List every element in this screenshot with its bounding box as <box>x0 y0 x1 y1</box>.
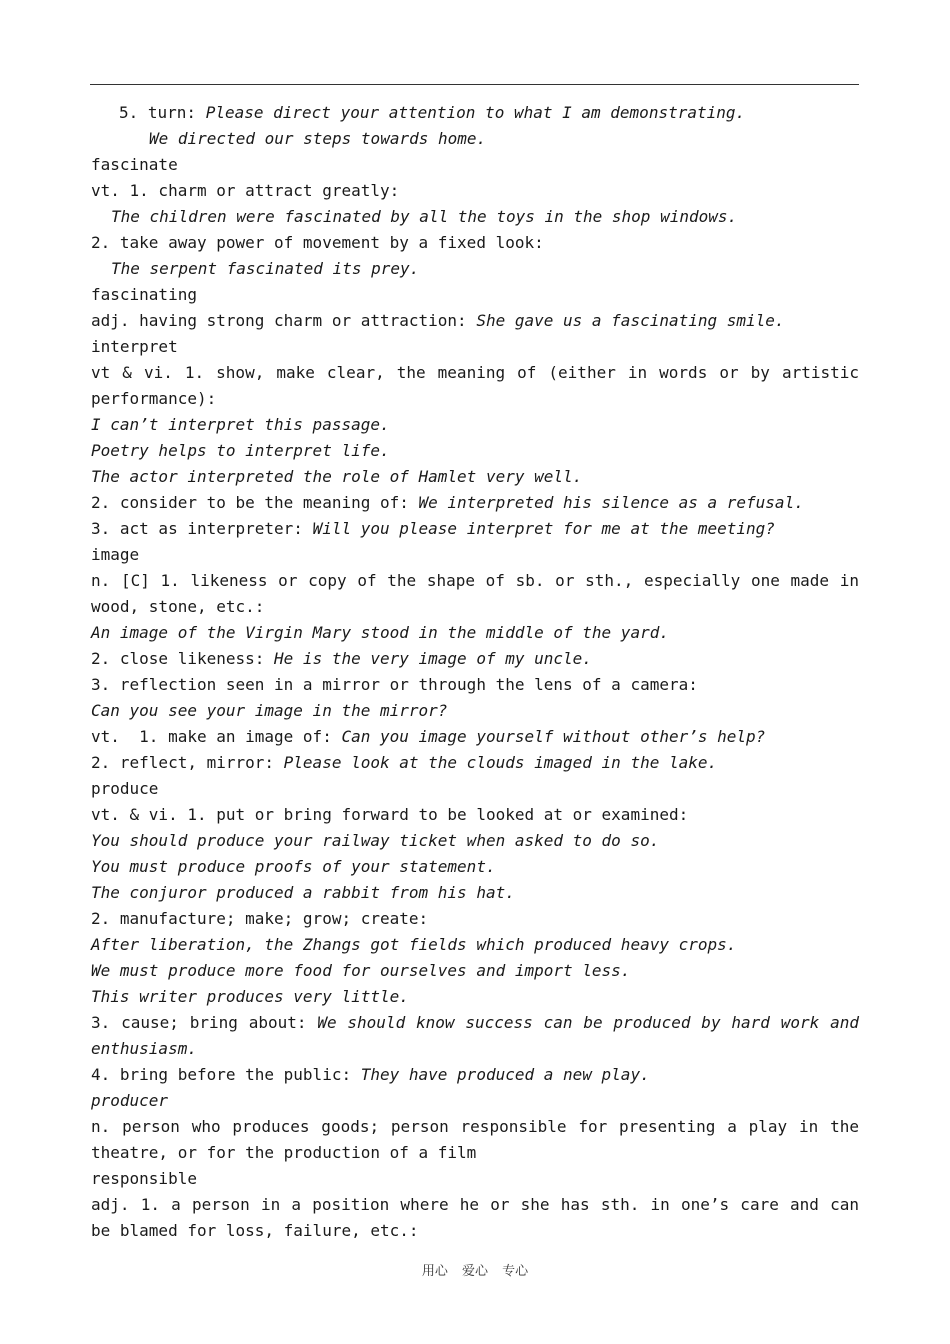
text-line: theatre, or for the production of a film <box>91 1143 477 1162</box>
text-line: wood, stone, etc.: <box>91 597 265 616</box>
text-line: 2. consider to be the meaning of: We interpreted his silence as a refusal. <box>91 493 804 512</box>
example-line: Can you see your image in the mirror? <box>91 701 448 720</box>
text-line: 3. cause; bring about: We should know success can be produced by hard work and <box>91 1013 859 1032</box>
example-line: I can’t interpret this passage. <box>91 415 390 434</box>
text-line: performance): <box>91 389 217 408</box>
headword: producer <box>91 1091 169 1110</box>
example-line: An image of the Virgin Mary stood in the middle of the yard. <box>91 623 669 642</box>
headword: fascinate <box>91 155 178 174</box>
example-line: Poetry helps to interpret life. <box>91 441 390 460</box>
text-line: 2. take away power of movement by a fixed look: <box>91 233 544 252</box>
text-line: 2. manufacture; make; grow; create: <box>91 909 429 928</box>
example-line: The serpent fascinated its prey. <box>111 259 420 278</box>
example-line: enthusiasm. <box>91 1039 197 1058</box>
example-line: You should produce your railway ticket when asked to do so. <box>91 831 660 850</box>
example-line: You must produce proofs of your statement. <box>91 857 496 876</box>
text-line: 5. turn: Please direct your attention to what I am demonstrating. <box>119 103 746 122</box>
headword: produce <box>91 779 159 798</box>
page-footer: 用心 爱心 专心 <box>421 1264 529 1279</box>
example-line: We must produce more food for ourselves and import less. <box>91 961 631 980</box>
example-line: After liberation, the Zhangs got fields which produced heavy crops. <box>91 935 737 954</box>
example-line: This writer produces very little. <box>91 987 409 1006</box>
headword: fascinating <box>91 285 197 304</box>
text-line: vt. 1. charm or attract greatly: <box>91 181 400 200</box>
example-line: The children were fascinated by all the toys in the shop windows. <box>111 207 738 226</box>
text-line: vt. & vi. 1. put or bring forward to be looked at or examined: <box>91 805 689 824</box>
text-line: 4. bring before the public: They have produced a new play. <box>91 1065 650 1084</box>
text-line: 2. reflect, mirror: Please look at the clouds imaged in the lake. <box>91 753 718 772</box>
text-line: vt. 1. make an image of: Can you image yourself without other’s help? <box>91 727 766 746</box>
example-line: The actor interpreted the role of Hamlet very well. <box>91 467 583 486</box>
text-line: adj. 1. a person in a position where he or she has sth. in one’s care and can <box>91 1195 859 1214</box>
header-rule <box>90 84 859 85</box>
text-line: 3. reflection seen in a mirror or through the lens of a camera: <box>91 675 698 694</box>
text-line: vt & vi. 1. show, make clear, the meaning of (either in words or by artistic <box>91 363 859 382</box>
text-line: n. [C] 1. likeness or copy of the shape of sb. or sth., especially one made in <box>91 571 859 590</box>
text-line: We directed our steps towards home. <box>149 129 487 148</box>
text-line: 2. close likeness: He is the very image of my uncle. <box>91 649 592 668</box>
text-line: adj. having strong charm or attraction: She gave us a fascinating smile. <box>91 311 785 330</box>
headword: image <box>91 545 140 564</box>
text-line: be blamed for loss, failure, etc.: <box>91 1221 419 1240</box>
headword: interpret <box>91 337 178 356</box>
text-line: 3. act as interpreter: Will you please interpret for me at the meeting? <box>91 519 775 538</box>
text-line: n. person who produces goods; person responsible for presenting a play in the <box>91 1117 859 1136</box>
headword: responsible <box>91 1169 197 1188</box>
example-line: The conjuror produced a rabbit from his hat. <box>91 883 515 902</box>
dictionary-entries <box>91 100 859 1244</box>
